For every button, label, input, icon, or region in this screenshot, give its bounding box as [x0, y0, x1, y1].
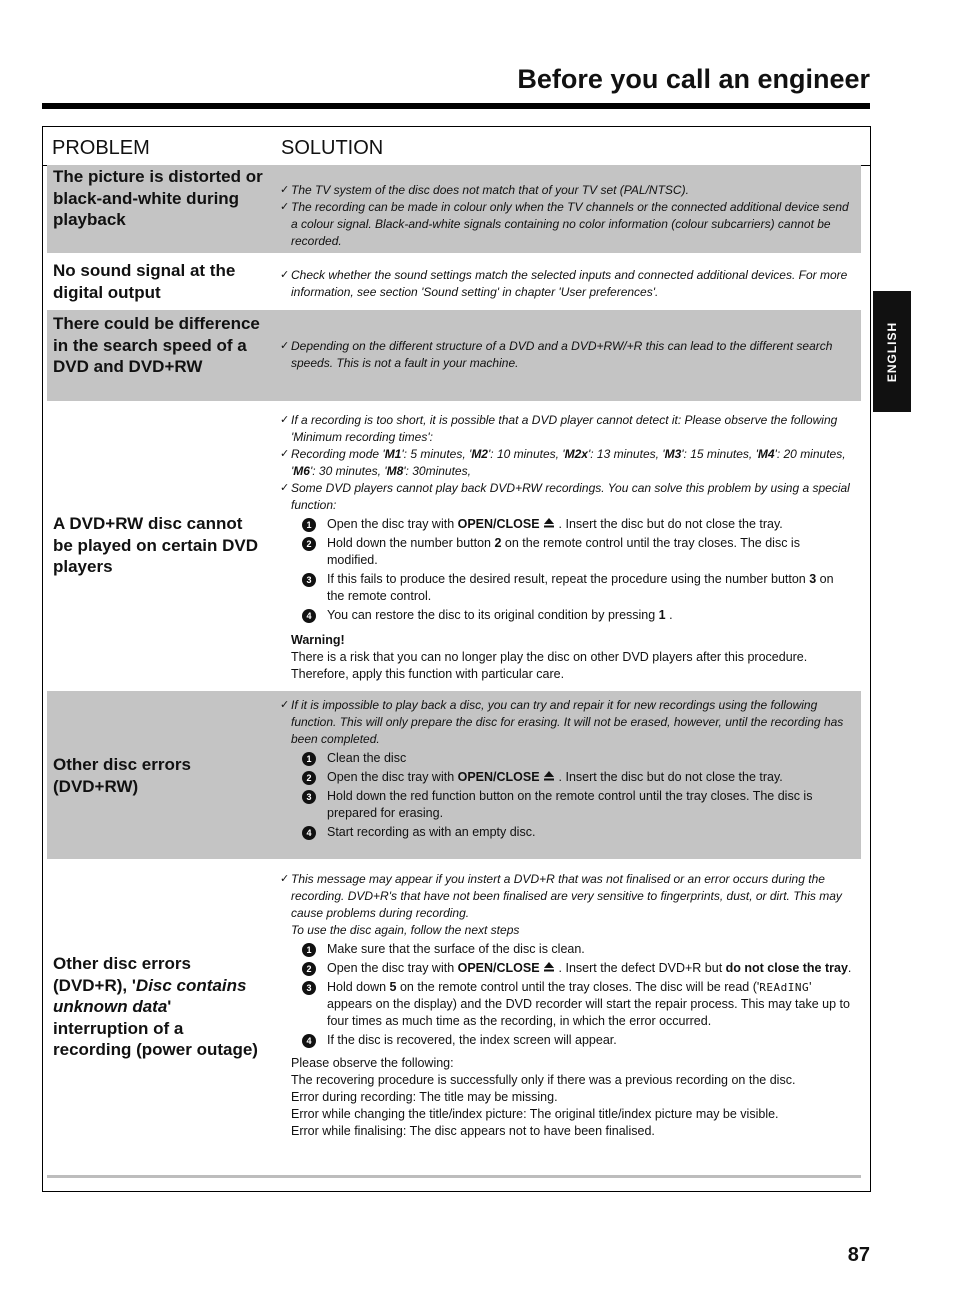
solution-cell [280, 267, 854, 301]
step-text: If the disc is recovered, the index screen will appear. [327, 1033, 617, 1047]
step-text: . Insert the defect DVD+R but [555, 961, 726, 975]
rec-mode-text: ': 10 minutes, ' [487, 447, 565, 461]
problem-cell [53, 513, 263, 578]
observe-line: The recovering procedure is successfully only if there was a previous recording on the disc. [291, 1073, 796, 1087]
warning-title: Warning! [291, 633, 345, 647]
eject-icon [543, 517, 555, 529]
step-text: . Insert the disc but do not close the tray. [555, 770, 783, 784]
number-key-3: 3 [809, 572, 817, 586]
rec-mode-text: ': 30minutes, [403, 464, 471, 478]
solution-note: ✓ The TV system of the disc does not match that of your TV set (PAL/NTSC). [280, 182, 854, 199]
header-solution: SOLUTION [281, 137, 384, 159]
rec-mode-text: ': 20 minutes, ' [291, 447, 846, 478]
recording-modes [280, 446, 854, 480]
step-text: Open the disc tray with [327, 517, 458, 531]
eject-icon [543, 961, 555, 973]
observe-line: Error during recording: The title may be missing. [291, 1090, 558, 1104]
step-text: Hold down the number button [327, 536, 495, 550]
problem-cell: The picture is distorted or black-and-white during playback [53, 167, 263, 229]
step-text: Open the disc tray with [327, 770, 458, 784]
step-number-1-icon: 1 [302, 752, 316, 766]
solution-note: ✓ This message may appear if you instert a DVD+R that was not finalised or an error occurs during the recording. DVD+R's that have not been finalised are very sensitive to fingerprints, dust, or dirt. This may cause problems during recording. [280, 871, 854, 922]
number-key-2: 2 [494, 536, 502, 550]
open-close-key: OPEN/CLOSE [457, 961, 540, 975]
step-text: Open the disc tray with [327, 961, 458, 975]
mode-m2: M2 [471, 447, 488, 461]
solution-note: ✓ Some DVD players cannot play back DVD+RW recordings. You can solve this problem by using a special function: [280, 480, 854, 514]
step-item [280, 516, 854, 533]
observe-line: Please observe the following: [291, 1056, 454, 1070]
step-text: . Insert the disc but do not close the tray. [555, 517, 783, 531]
table-row [47, 310, 861, 401]
steps-list [280, 750, 854, 841]
step-emphasis: do not close the tray [725, 961, 848, 975]
rec-mode-text: ': 30 minutes, ' [309, 464, 387, 478]
solution-cell [280, 697, 854, 843]
table-row [47, 691, 861, 859]
step-item [280, 824, 854, 841]
language-tab-label: ENGLISH [885, 321, 899, 382]
problem-text: Other disc errors (DVD+R), ' [53, 954, 191, 995]
mode-m6: M6 [293, 464, 310, 478]
open-close-key: OPEN/CLOSE [457, 770, 540, 784]
table-bottom-rule [47, 1175, 861, 1178]
step-number-3-icon: 3 [302, 981, 316, 995]
solution-note: ✓ The recording can be made in colour only when the TV channels or the connected additional device send a colour signal. Black-and-white signals containing no color information (colour subcarriers) cannot be recorded. [280, 199, 854, 250]
step-text: Hold down the red function button on the remote control until the tray closes. The disc is prepared for erasing. [327, 789, 813, 820]
problem-bold-part: A DVD+RW [53, 514, 144, 533]
step-number-3-icon: 3 [302, 573, 316, 587]
number-key-1: 1 [658, 608, 666, 622]
step-text: . [665, 608, 673, 622]
mode-m8: M8 [386, 464, 404, 478]
problem-cell: Other disc errors (DVD+RW) [53, 755, 191, 796]
warning-text: There is a risk that you can no longer play the disc on other DVD players after this procedure. Therefore, apply this function with particular care. [291, 650, 808, 681]
step-number-1-icon: 1 [302, 518, 316, 532]
eject-icon [543, 770, 555, 782]
step-number-2-icon: 2 [302, 962, 316, 976]
table-header [43, 127, 870, 166]
step-item [280, 941, 854, 958]
step-text: Start recording as with an empty disc. [327, 825, 536, 839]
step-text: Hold down [327, 980, 390, 994]
problem-cell [53, 953, 263, 1061]
troubleshooting-table [42, 126, 871, 1192]
observe-line: Error while changing the title/index picture: The original title/index picture may be visible. [291, 1107, 779, 1121]
step-text: on the remote control until the tray closes. The disc is modified. [327, 536, 800, 567]
step-number-2-icon: 2 [302, 771, 316, 785]
step-item [280, 571, 854, 605]
step-number-2-icon: 2 [302, 537, 316, 551]
step-item [280, 607, 854, 624]
steps-list [280, 516, 854, 624]
step-text: on the remote control. [327, 572, 834, 603]
language-tab [873, 291, 911, 412]
solution-cell [280, 338, 854, 372]
open-close-key: OPEN/CLOSE [457, 517, 540, 531]
step-item [280, 535, 854, 569]
solution-note: ✓ Depending on the different structure of a DVD and a DVD+RW/+R this can lead to the different search speeds. This is not a fault in your machine. [280, 338, 854, 372]
rec-mode-text: ': 13 minutes, ' [587, 447, 665, 461]
mode-m4: M4 [757, 447, 775, 461]
steps-list [280, 941, 854, 1049]
mode-m3: M3 [664, 447, 682, 461]
step-text: ' appears on the display) and the DVD recorder will start the repair process. This may take up to four times as much time as the recording, in which the error occurred. [327, 980, 850, 1028]
title-rule [42, 103, 870, 109]
step-number-4-icon: 4 [302, 1034, 316, 1048]
solution-note: ✓ Check whether the sound settings match the selected inputs and connected additional devices. For more information, see section 'Sound setting' in chapter 'User preferences'. [280, 267, 854, 301]
rec-mode-text: ': 5 minutes, ' [401, 447, 472, 461]
mode-m2x: M2x [564, 447, 588, 461]
problem-text: ' interruption of a recording (power outage) [53, 997, 258, 1059]
step-text: Clean the disc [327, 751, 407, 765]
number-key-5: 5 [389, 980, 397, 994]
step-item [280, 788, 854, 822]
step-number-4-icon: 4 [302, 826, 316, 840]
solution-cell [280, 871, 854, 1140]
table-row [47, 401, 861, 691]
header-problem: PROBLEM [52, 137, 150, 159]
problem-cell: There could be difference in the search speed of a DVD and DVD+RW [53, 314, 260, 376]
solution-followup: To use the disc again, follow the next steps [291, 923, 520, 937]
step-item [280, 979, 854, 1030]
observe-line: Error while finalising: The disc appears not to have been finalised. [291, 1124, 655, 1138]
observe-list [280, 1055, 854, 1140]
page-title: Before you call an engineer [517, 64, 870, 94]
step-number-1-icon: 1 [302, 943, 316, 957]
table-row [47, 859, 861, 1171]
table-row [47, 165, 861, 253]
step-text: You can restore the disc to its original condition by pressing [327, 608, 659, 622]
error-message-text: Disc contains unknown data [53, 975, 247, 1016]
step-number-4-icon: 4 [302, 609, 316, 623]
step-item [280, 1032, 854, 1049]
solution-note: ✓ If it is impossible to play back a disc, you can try and repair it for new recordings using the following function. This will only prepare the disc for erasing. It will not be erased, however, until the recording has been completed. [280, 697, 854, 748]
step-text: Make sure that the surface of the disc is clean. [327, 942, 585, 956]
solution-cell [280, 182, 854, 250]
mode-m1: M1 [384, 447, 402, 461]
step-item [280, 769, 854, 786]
page-number: 87 [847, 1244, 870, 1266]
rec-mode-text: ': 15 minutes, ' [681, 447, 758, 461]
step-text: on the remote control until the tray closes. The disc will be read (' [396, 980, 760, 994]
step-text: If this fails to produce the desired result, repeat the procedure using the number button [327, 572, 810, 586]
step-item [280, 960, 854, 977]
step-item [280, 750, 854, 767]
rec-mode-text: Recording mode ' [291, 447, 385, 461]
solution-note: ✓ If a recording is too short, it is possible that a DVD player cannot detect it: Please observe the following 'Minimum recording times': [280, 412, 854, 446]
step-number-3-icon: 3 [302, 790, 316, 804]
problem-cell: No sound signal at the digital output [53, 261, 236, 302]
step-text: . [847, 961, 852, 975]
solution-cell [280, 412, 854, 683]
display-reading-text: REAdING [759, 981, 810, 994]
table-row [47, 253, 861, 310]
problem-rest: disc cannot be played on certain DVD players [53, 514, 258, 576]
